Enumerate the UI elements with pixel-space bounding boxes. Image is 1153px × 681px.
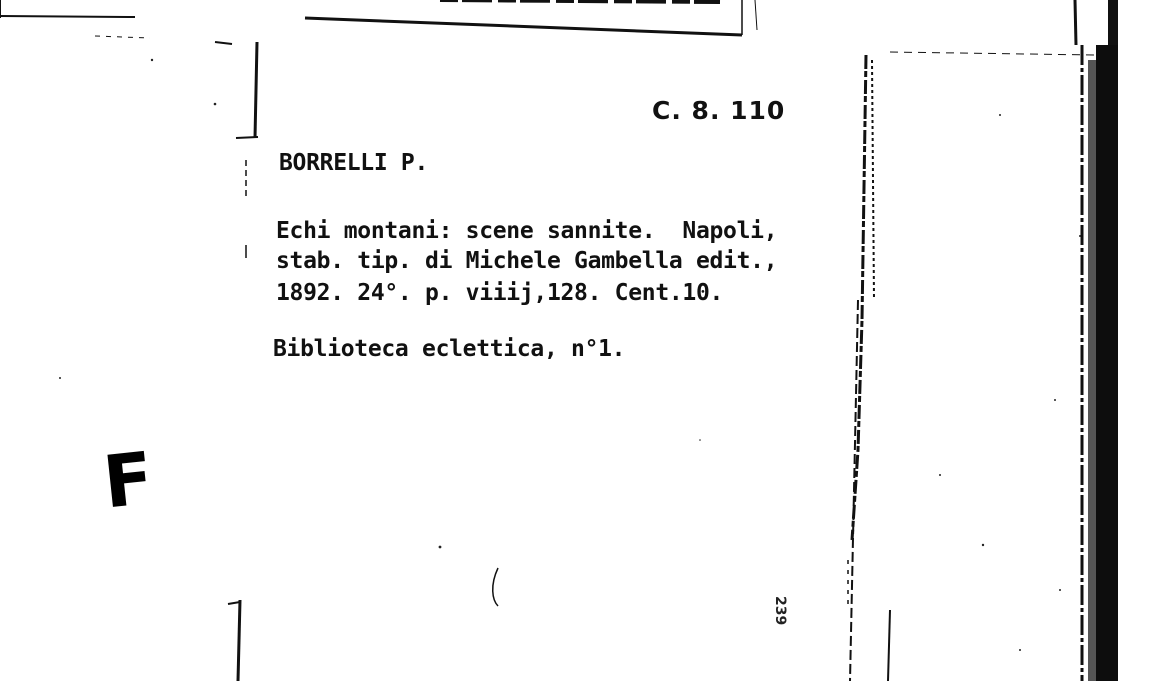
author-heading: BORRELLI P. (279, 150, 429, 176)
margin-letter-mark: F (99, 435, 158, 525)
series-note: Biblioteca eclettica, n°1. (273, 336, 626, 362)
left-bracket-bottom (228, 568, 498, 681)
description-line-3: 1892. 24°. p. viiij,128. Cent.10. (276, 280, 724, 306)
left-bracket-top (236, 42, 258, 258)
right-dark-band (1088, 0, 1118, 681)
description-line-1: Echi montani: scene sannite. Napoli, (276, 218, 778, 244)
vertical-page-number: 239 (772, 596, 788, 626)
right-edges (848, 0, 1095, 681)
top-card-edge (0, 0, 757, 44)
shelfmark: C. 8. 110 (652, 96, 786, 125)
description-line-2: stab. tip. di Michele Gambella edit., (276, 248, 778, 274)
